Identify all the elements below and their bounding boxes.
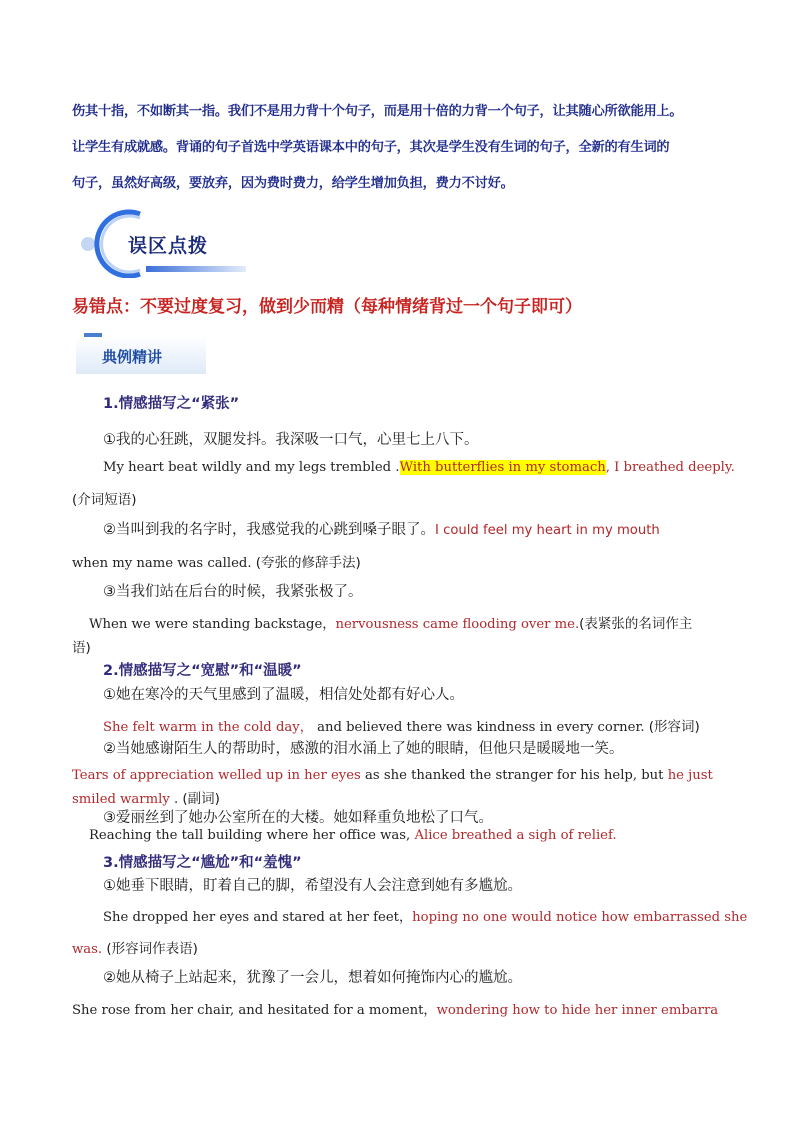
s3-ex2-en-a: She rose from her chair, and hesitated for a moment，: [72, 1003, 437, 1018]
s1-ex1-en-a: My heart beat wildly and my legs trembled .: [103, 460, 400, 475]
s1-ex3-note-cont: 语): [72, 640, 91, 656]
s1-ex2-en-red: I could feel my heart in my mouth: [435, 523, 660, 538]
s2-ex2-english-cont: [72, 787, 220, 807]
s2-ex2-chinese: ②当她感谢陌生人的帮助时，感激的泪水涌上了她的眼睛，但他只是暖暖地一笑。: [103, 741, 624, 757]
s1-ex1-en-b: , I breathed deeply.: [605, 460, 735, 475]
intro-line-3: 句子，虽然好高级，要放弃，因为费时费力，给学生增加负担，费力不讨好。: [72, 176, 514, 191]
s2-ex1-en-red: She felt warm in the cold day，: [103, 720, 313, 735]
s1-ex3-note: (表紧张的名词作主: [579, 616, 693, 632]
s1-ex1-highlight: With butterflies in my stomach: [399, 460, 606, 475]
s1-ex2-zh: ②当叫到我的名字时，我感觉我的心跳到嗓子眼了。: [103, 522, 435, 538]
s2-ex3-en-red: Alice breathed a sigh of relief.: [414, 828, 617, 843]
s3-ex1-note: (形容词作表语): [106, 941, 198, 957]
s1-ex2-chinese: [103, 518, 660, 539]
s1-ex1-english: [103, 460, 735, 475]
s2-ex2-en-red3: smiled warmly: [72, 792, 170, 807]
intro-line-2: 让学生有成就感。背诵的句子首选中学英语课本中的句子，其次是学生没有生词的句子，全新的有生词的: [72, 140, 670, 155]
s2-ex2-en-red2: he just: [667, 768, 713, 783]
intro-line-1: 伤其十指，不如断其一指。我们不是用力背十个句子，而是用十倍的力背一个句子，让其随心所欲能用上。: [72, 104, 683, 119]
s2-ex1-en-b: and believed there was kindness in every corner.: [317, 720, 645, 735]
s2-ex1-note: (形容词): [648, 719, 700, 735]
s2-ex2-en-b: as she thanked the stranger for his help, but: [365, 768, 664, 783]
s3-ex1-en-red: hoping no one would notice how embarrassed she: [412, 910, 748, 925]
s2-ex3-en-a: Reaching the tall building where her office was,: [89, 828, 411, 843]
s3-ex2-chinese: ②她从椅子上站起来，犹豫了一会儿，想着如何掩饰内心的尴尬。: [103, 970, 522, 986]
s2-ex2-en-dot: .: [173, 792, 179, 807]
s2-ex2-en-red1: Tears of appreciation welled up in her eyes: [72, 768, 361, 783]
s1-ex2-en-cont: when my name was called.: [72, 556, 252, 571]
s3-ex1-english: [103, 906, 747, 925]
s3-ex1-en-red2: was.: [72, 942, 103, 957]
section-1-heading: 1.情感描写之“紧张”: [103, 396, 240, 412]
s1-ex1-note: (介词短语): [72, 492, 137, 508]
section-2-heading: 2.情感描写之“宽慰”和“温暖”: [103, 663, 302, 679]
s1-ex2-english: [72, 551, 361, 571]
s1-ex3-en-a: When we were standing backstage，: [89, 617, 336, 632]
s1-ex3-chinese: ③当我们站在后台的时候，我紧张极了。: [103, 584, 363, 600]
box-title: 典例精讲: [102, 348, 163, 366]
s3-ex2-english: [72, 999, 718, 1018]
s2-ex1-chinese: ①她在寒冷的天气里感到了温暖，相信处处都有好心人。: [103, 687, 464, 703]
s2-ex3-chinese: ③爱丽丝到了她办公室所在的大楼。她如释重负地松了口气。: [103, 810, 493, 826]
box-accent: [84, 333, 102, 337]
s1-ex2-note: (夸张的修辞手法): [255, 555, 361, 571]
s1-ex3-en-red: nervousness came flooding over me.: [335, 617, 580, 632]
s3-ex1-en-a: She dropped her eyes and stared at her feet，: [103, 910, 413, 925]
s2-ex2-english: [72, 768, 713, 783]
s1-ex3-english: [89, 612, 692, 632]
s3-ex1-chinese: ①她垂下眼睛，盯着自己的脚，希望没有人会注意到她有多尴尬。: [103, 878, 522, 894]
s2-ex1-english: [103, 715, 700, 735]
banner-title: 误区点拨: [128, 235, 209, 257]
s3-ex1-english-cont: [72, 937, 198, 957]
s2-ex2-note: (副词): [182, 791, 220, 807]
section-3-heading: 3.情感描写之“尴尬”和“羞愧”: [103, 855, 302, 871]
s1-ex1-chinese: ①我的心狂跳，双腿发抖。我深吸一口气，心里七上八下。: [103, 432, 479, 448]
s3-ex2-en-red: wondering how to hide her inner embarra: [436, 1003, 719, 1018]
s2-ex3-english: [89, 828, 617, 843]
error-point-heading: 易错点：不要过度复习，做到少而精（每种情绪背过一个句子即可）: [72, 297, 582, 317]
